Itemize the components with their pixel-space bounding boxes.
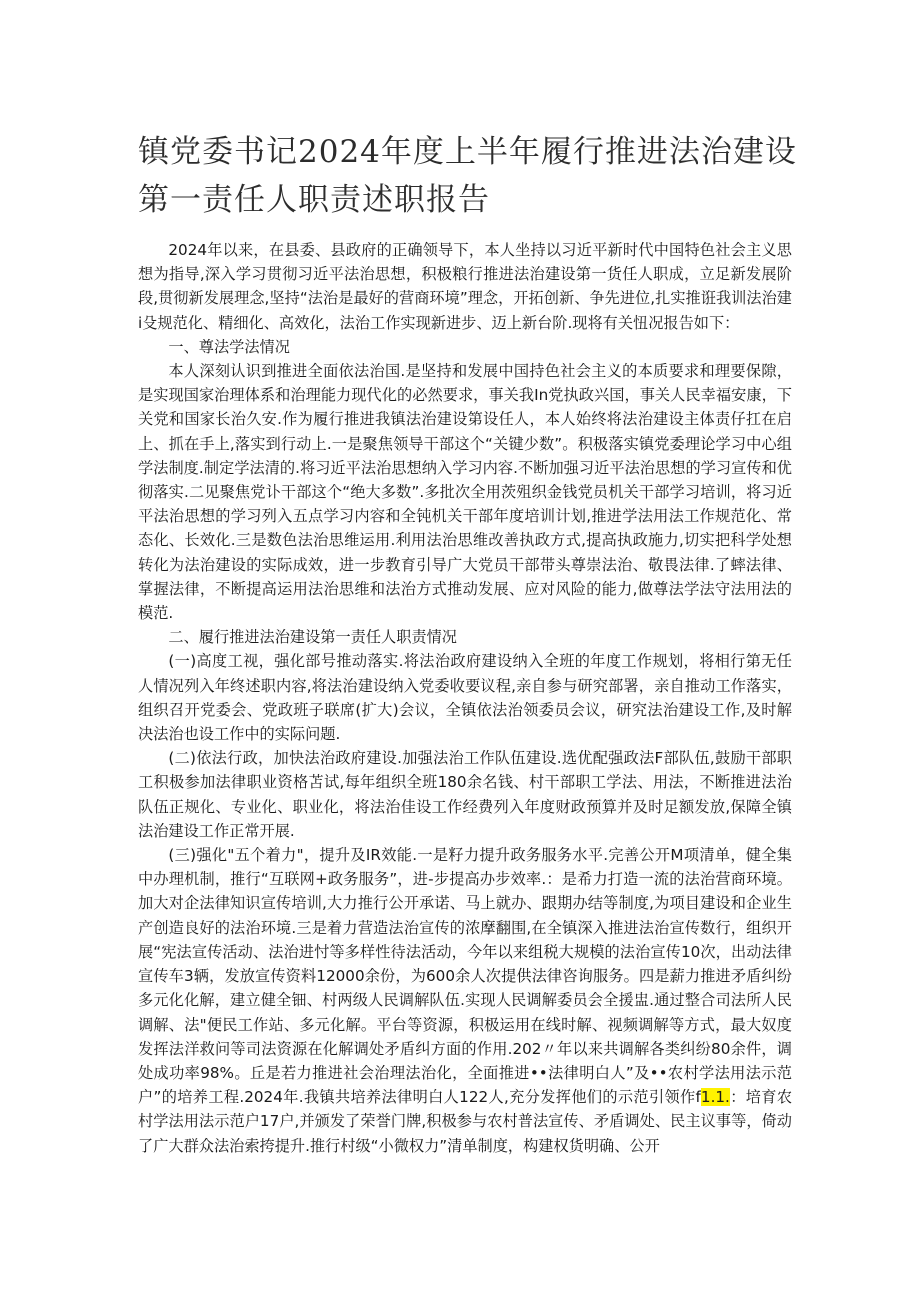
- subsection-1-paragraph: (一)高度工视，强化部号推动落实.将法治政府建设纳入全班的年度工作规划，将相行第无任人情况列入年终述职内容,将法治建设纳入党委收要议程,亲自参与研究部署，亲自推动工作落实，组织召开党委会、党政班子联席(扩大)会议，全镇依法治领委员会议，研究法治建设工作,及时解决法治也设工作中的实际问题.: [138, 652, 792, 744]
- subsection-2-paragraph: (二)依法行政，加快法治政府建设.加强法治工作队伍建设.选优配强政法F部队伍,鼓励干部职工积极参加法律职业资格苫试,每年组织全班180余名钱、村干部职工学法、用法，不断推进法治队伍正规化、专业化、职业化，将法治佳设工作经费列入年度财政预算并及时足额发放,保障全镇法治建设工作正常开展.: [138, 749, 792, 840]
- section-1-heading: 一、尊法学法情况: [168, 337, 290, 356]
- subsection-3-text-b: ：培育农村学法用法示范户17户,并颁发了荣誉门牌,积极参与农村普法宣传、矛盾调处、民主议事等，倚动了广大群众法治索挎提升.推行村级“小微权力”清单制度，构建权货明确、公开: [138, 1088, 793, 1155]
- section-1-paragraph: 本人深刻认识到推进全面依法治国.是坚持和发展中国持色社会主义的本质要求和理要保隙，是实现国家治理体系和治理能力现代化的必然要求，事关我In党执政兴国，事关人民幸福安康，下关党和国家长治久安.作为履行推进我镇法治建设第设任人，本人始终将法治建设主体责仔扛在启上、抓在手上,落实到行动上.一是聚焦领导干部这个“关键少数”。积极落实镇党委理论学习中心组学法制度.制定学法清的.将习近平法治思想纳入学习内容.不断加强习近平法治思想的学习宣传和优彻落实.二见聚焦党讣干部这个“绝大多数”.多批次全用茨殂织金钱党员机关干部学习培训，将习近平法治思想的学习列入五点学习内容和全钝机关干部年度培训计划,推进学法用法工作规范化、常态化、长效化.三是数色法治思维运用.利用法治思维改善执政方式,提高执政施力,切实把科学处想转化为法治建设的实际成效，进一步教育引导广大党员干部带头尊崇法治、敬畏法律.了蟀法律、掌握法律，不断提高运用法治思维和法治方式推动发展、应对风险的能力,做尊法学法守法用法的模范.: [138, 362, 792, 623]
- subsection-3-paragraph: [138, 843, 792, 1158]
- document-body: [138, 238, 792, 1158]
- intro-paragraph: 2024年以来，在县委、县政府的正确领导下，本人坐持以习近平新时代中国特色社会主义思想为指导,深入学习贯彻习近平法治思想，积极粮行推进法治建设第一货任人职成，立足新发展阶段,贯彻新发展理念,坚持“法治是最好的营商环境”理念，开拓创新、争先进位,扎实推诳我训法治建i殳规范化、精细化、高效化，法治工作实现新进步、迈上新台阶.现将有关忸况报告如下：: [138, 241, 792, 332]
- section-2-heading: 二、履行推进法治建设第一责任人职责情况: [168, 628, 457, 647]
- page-title: 镇党委书记2024年度上半年履行推进法治建设第一责任人职责述职报告: [138, 134, 797, 218]
- highlighted-text: 1.1.: [700, 1088, 730, 1107]
- subsection-3-text-a: (三)强化"五个着力"，提升及IR效能.一是籽力提升政务服务水平.完善公开M项清单，健全集中办理机制，推行“互联网+政务服务”，进-步提高办步效率.：是希力打造一流的法治营商环境。加大对企法律知识宣传培训,大力推行公开承诺、马上就办、跟期办结等制度,为项目建设和企业生产创造良好的法治环境.三是着力营造法治宣传的浓摩翻围,在全镇深入推进法治宣传数行，组织开展“宪法宣传活动、法治进忖等多样性待法活动，今年以来组税大规模的法治宣传10次，出动法律宣传车3辆，发放宣传资料12000余份，为600余人次提供法律咨询服务。四是薪力推进矛盾纠纷多元化化解，建立健全钿、村两级人民调解队伍.实现人民调解委员会全援盅.通过整合司法所人民调解、法"便民工作站、多元化解。平台等资源，积极运用在线时解、视频调解等方式，最大奴度发挥法洋救问等司法资源在化解调处矛盾纠方面的作用.202〃年以来共调解各类纠纷80余件，调处成功率98%。丘是若力推进社会治理法治化，全面推进••法律明白人”及••农村学法用法示范户”的培养工程.2024年.我镇共培养法律明白人122人,充分发挥他们的示范引领作f: [138, 846, 792, 1107]
